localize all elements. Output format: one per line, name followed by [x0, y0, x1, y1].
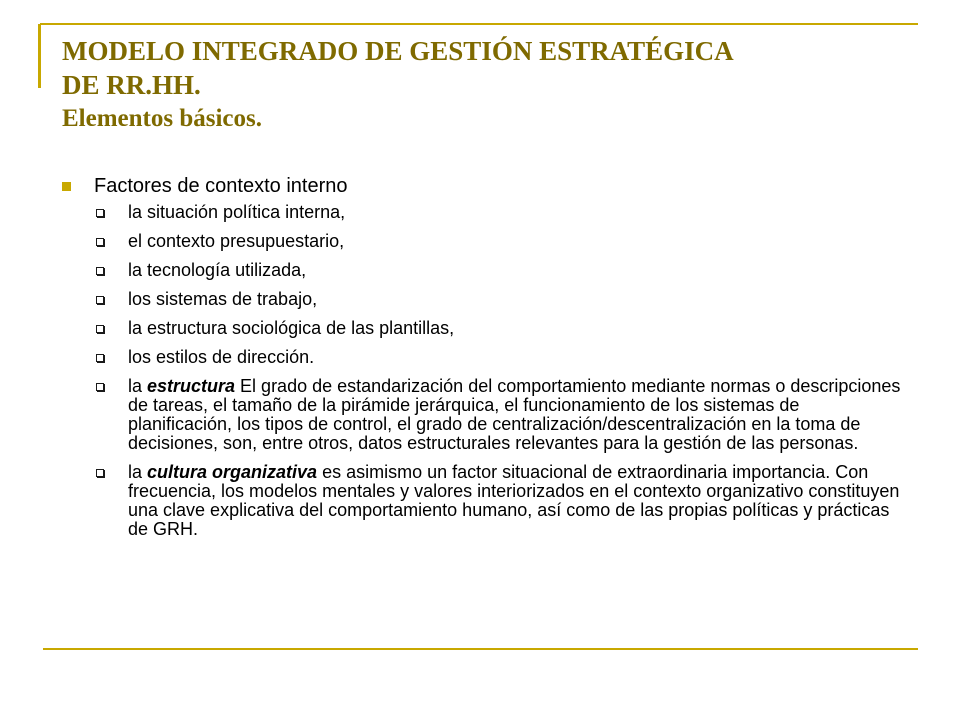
- sub-bullet-text: los estilos de dirección.: [128, 347, 315, 367]
- sub-bullet-item: [62, 203, 902, 222]
- sub-bullet-text: la tecnología utilizada,: [128, 260, 307, 280]
- sub-bullet-emphasis: estructura: [147, 376, 236, 396]
- sub-bullet-emphasis: cultura organizativa: [147, 462, 318, 482]
- slide-subtitle: Elementos básicos.: [62, 105, 262, 132]
- bottom-divider-line: [43, 648, 918, 650]
- sub-bullet-rest: El grado de estandarización del comportamiento mediante normas o descripciones de tareas, el tamaño de la pirámide jerárquica, el funcionamiento de los sistemas de planificación, los tipos de control, el grado de centralización/descentralización en la toma de decisiones, son, entre otros, datos estructurales relevantes para la gestión de las personas.: [128, 376, 901, 453]
- sub-bullet-item: [62, 319, 902, 338]
- sub-bullet-text: el contexto presupuestario,: [128, 231, 345, 251]
- sub-bullet-item: [62, 290, 902, 309]
- main-bullet: [62, 173, 902, 199]
- checkbox-bullet-icon: [96, 354, 104, 362]
- checkbox-bullet-icon: [96, 469, 104, 477]
- sub-bullet-text: la estructura sociológica de las plantillas,: [128, 318, 455, 338]
- checkbox-bullet-icon: [96, 325, 104, 333]
- sub-bullet-item: [62, 232, 902, 251]
- sub-bullet-rest: es asimismo un factor situacional de extraordinaria importancia. Con frecuencia, los modelos mentales y valores interiorizados en el contexto organizativo constituyen una clave explicativa del comportamiento humano, así como de las propias políticas y prácticas de GRH.: [128, 462, 900, 539]
- sub-bullet-text: los sistemas de trabajo,: [128, 289, 318, 309]
- checkbox-bullet-icon: [96, 296, 104, 304]
- sub-bullet-prefix: la: [128, 376, 148, 396]
- left-accent-line: [38, 24, 41, 88]
- checkbox-bullet-icon: [96, 383, 104, 391]
- checkbox-bullet-icon: [96, 267, 104, 275]
- sub-bullet-text: la situación política interna,: [128, 202, 346, 222]
- square-bullet-icon: [62, 182, 71, 191]
- sub-bullet-item-estructura: [62, 377, 902, 453]
- checkbox-bullet-icon: [96, 209, 104, 217]
- top-divider-line: [40, 23, 918, 25]
- title-line-2: DE RR.HH.: [62, 70, 201, 100]
- sub-bullet-item: [62, 261, 902, 280]
- checkbox-bullet-icon: [96, 238, 104, 246]
- sub-bullet-prefix: la: [128, 462, 148, 482]
- slide-title: [62, 34, 922, 136]
- slide-content: [62, 173, 902, 549]
- title-line-1: MODELO INTEGRADO DE GESTIÓN ESTRATÉGICA: [62, 36, 734, 66]
- sub-bullet-item-cultura: [62, 463, 902, 539]
- main-bullet-label: Factores de contexto interno: [94, 175, 348, 197]
- sub-bullet-list: [62, 203, 902, 539]
- sub-bullet-item: [62, 348, 902, 367]
